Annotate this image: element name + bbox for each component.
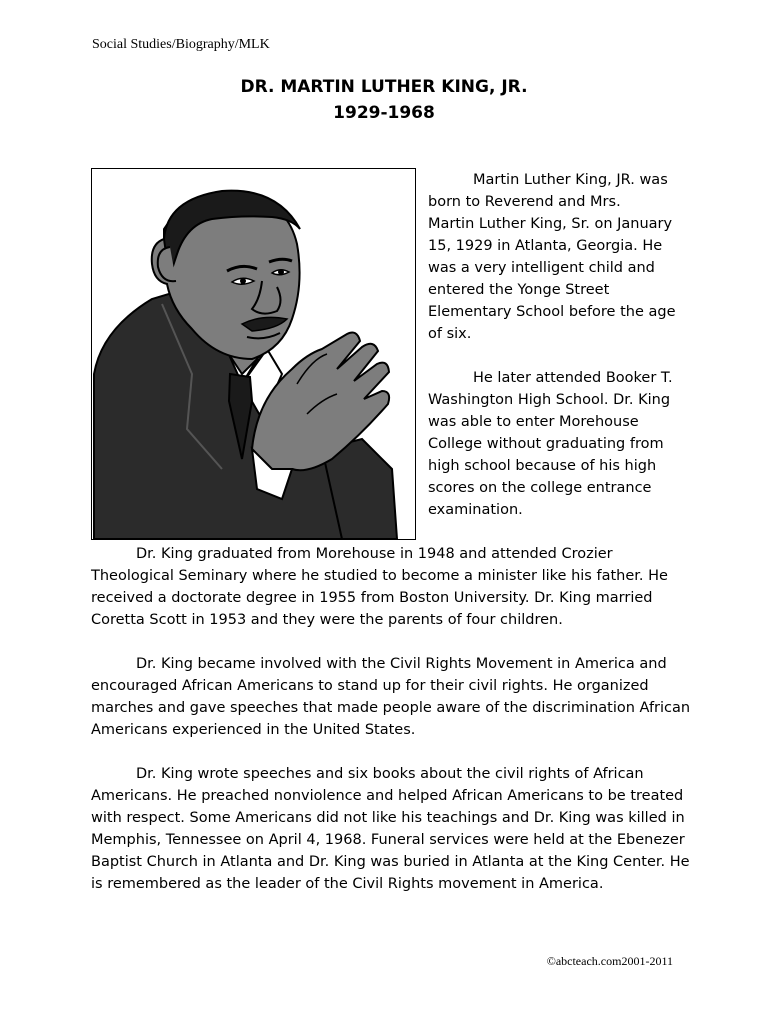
- text-line: Martin Luther King, Sr. on January: [428, 216, 673, 232]
- text-line: Elementary School before the age: [428, 304, 676, 320]
- text-line: entered the Yonge Street: [428, 282, 610, 298]
- paragraph-civil-rights: [91, 653, 691, 741]
- text-line: College without graduating from: [428, 436, 664, 452]
- text-line: Martin Luther King, JR. was: [473, 172, 668, 188]
- text-line: Dr. King became involved with the Civil Rights Movement in America and: [136, 656, 667, 672]
- text-line: Washington High School. Dr. King: [428, 392, 671, 408]
- text-line: He later attended Booker T.: [473, 370, 673, 386]
- paragraph-birth: [428, 169, 678, 345]
- text-line: was a very intelligent child and: [428, 260, 655, 276]
- text-line: received a doctorate degree in 1955 from Boston University. Dr. King married: [91, 590, 653, 606]
- text-line: was able to enter Morehouse: [428, 414, 639, 430]
- subject-header: Social Studies/Biography/MLK: [92, 37, 270, 52]
- text-line: Baptist Church in Atlanta and Dr. King was buried in Atlanta at the King Center. He: [91, 854, 690, 870]
- lifespan-years: 1929-1968: [333, 103, 435, 123]
- text-line: Theological Seminary where he studied to become a minister like his father. He: [91, 568, 668, 584]
- copyright-notice: ©abcteach.com2001-2011: [546, 954, 673, 968]
- text-line: born to Reverend and Mrs.: [428, 194, 621, 210]
- text-line: with respect. Some Americans did not like his teachings and Dr. King was killed in: [91, 810, 685, 826]
- text-line: high school because of his high: [428, 458, 657, 474]
- text-line: examination.: [428, 502, 523, 518]
- text-line: Memphis, Tennessee on April 4, 1968. Funeral services were held at the Ebenezer: [91, 832, 685, 848]
- text-line: Americans experienced in the United States.: [91, 722, 416, 738]
- paragraph-seminary: [91, 543, 691, 631]
- paragraph-legacy: [91, 763, 691, 895]
- text-line: is remembered as the leader of the Civil Rights movement in America.: [91, 876, 604, 892]
- paragraph-education: [428, 367, 678, 521]
- text-line: 15, 1929 in Atlanta, Georgia. He: [428, 238, 663, 254]
- text-line: of six.: [428, 326, 472, 342]
- text-line: Americans. He preached nonviolence and helped African Americans to be treated: [91, 788, 684, 804]
- intro-text-column: [428, 169, 678, 543]
- portrait-illustration: [91, 168, 416, 540]
- text-line: Dr. King graduated from Morehouse in 1948 and attended Crozier: [136, 546, 613, 562]
- text-line: marches and gave speeches that made people aware of the discrimination African: [91, 700, 691, 716]
- text-line: scores on the college entrance: [428, 480, 652, 496]
- text-line: Coretta Scott in 1953 and they were the parents of four children.: [91, 612, 563, 628]
- text-line: Dr. King wrote speeches and six books about the civil rights of African: [136, 766, 644, 782]
- main-text-column: [91, 543, 691, 917]
- page-title: DR. MARTIN LUTHER KING, JR.: [240, 77, 528, 97]
- mlk-portrait-drawing: [92, 169, 415, 539]
- text-line: encouraged African Americans to stand up for their civil rights. He organized: [91, 678, 649, 694]
